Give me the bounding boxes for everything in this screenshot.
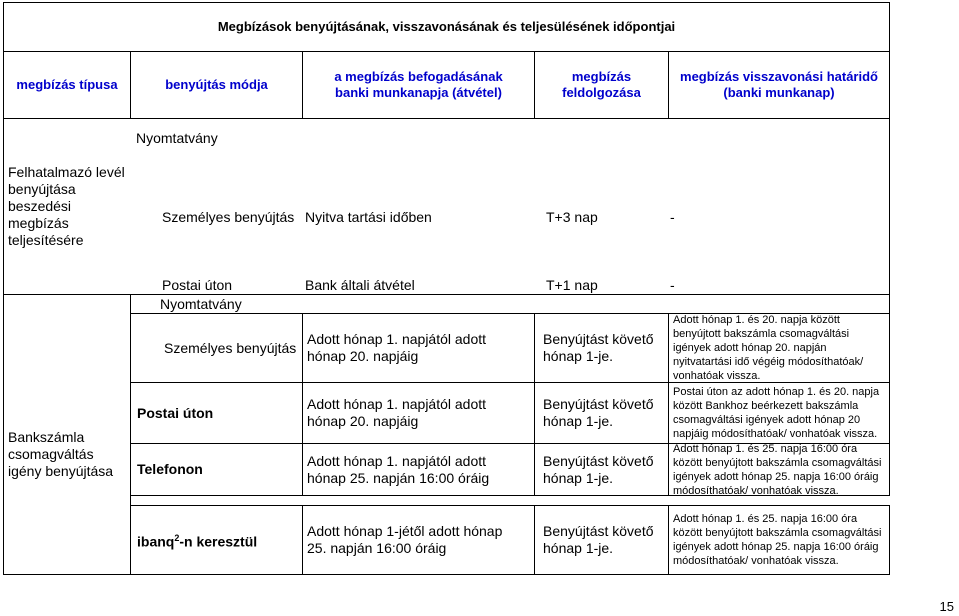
section1-row2-acceptance xyxy=(305,276,505,294)
header-method-text: benyújtás módja xyxy=(165,77,268,92)
section2-ibanq-processing-text: Benyújtást követő hónap 1-je. xyxy=(543,523,654,556)
section2-personal-method xyxy=(130,313,303,383)
header-acceptance-text: a megbízás befogadásának banki munkanapja (átvétel) xyxy=(334,69,503,100)
section2-ibanq-method-text xyxy=(137,530,257,551)
section1-row2-method-text: Postai úton xyxy=(162,276,233,293)
section1-row2-processing-text: T+1 nap xyxy=(546,276,598,293)
header-type xyxy=(3,51,131,119)
section2-personal-method-text: Személyes benyújtás xyxy=(164,339,297,356)
section1-row1-revocation xyxy=(670,207,700,227)
section1-row1-acceptance-text: Nyitva tartási időben xyxy=(305,208,432,225)
section2-personal-processing-text: Benyújtást követő hónap 1-je. xyxy=(543,331,654,364)
section1-row1-acceptance xyxy=(305,207,505,227)
section1-row1-method xyxy=(162,207,302,227)
section2-personal-revocation-text: Adott hónap 1. és 20. napja között benyújtott bakszámla csomagváltási igények adott hónap 20. napján nyitvatartási idő végéig módosíthatóak/ vonhatóak vissza. xyxy=(673,314,864,382)
section2-phone-acceptance xyxy=(302,443,535,496)
section1-row1-processing xyxy=(546,207,646,227)
section2-personal-acceptance-text: Adott hónap 1. napjától adott hónap 20. napjáig xyxy=(307,331,487,364)
header-acceptance xyxy=(302,51,535,119)
header-type-text: megbízás típusa xyxy=(16,77,118,92)
section1-type-label xyxy=(8,165,128,247)
section1-row2-method xyxy=(162,276,302,294)
section1-row1-method-text: Személyes benyújtás xyxy=(162,208,295,225)
section2-ibanq-acceptance xyxy=(302,505,535,575)
ibanq-footnote-mark: 2 xyxy=(174,532,180,543)
section2-personal-revocation xyxy=(668,313,890,383)
section2-type-label xyxy=(3,294,131,575)
section2-ibanq-revocation-text: Adott hónap 1. és 25. napja 16:00 óra között benyújtott bakszámla csomagváltási igények adott hónap 25. napja 16:00 óráig módosíthatóak/ vonhatóak vissza. xyxy=(673,513,882,567)
section2-type-text: Bankszámla csomagváltás igény benyújtása xyxy=(8,429,114,479)
page-title xyxy=(3,2,890,52)
section2-phone-processing-text: Benyújtást követő hónap 1-je. xyxy=(543,452,654,486)
section1-row2-revocation-text: - xyxy=(670,276,675,293)
header-processing-text: megbízás feldolgozása xyxy=(562,69,641,100)
section2-ibanq-method xyxy=(130,505,303,575)
header-processing xyxy=(534,51,669,119)
section2-post-acceptance-text: Adott hónap 1. napjától adott hónap 20. napjáig xyxy=(307,396,487,429)
section1-type-text: Felhatalmazó levél benyújtása beszedési megbízás teljesítésére xyxy=(8,163,125,248)
section2-post-method-text: Postai úton xyxy=(137,404,214,421)
section2-ibanq-processing xyxy=(534,505,669,575)
section2-personal-acceptance xyxy=(302,313,535,383)
section2-post-acceptance xyxy=(302,382,535,444)
section2-ibanq-revocation xyxy=(668,505,890,575)
section1-row2-revocation xyxy=(670,276,700,294)
section2-post-method xyxy=(130,382,303,444)
section2-group-text: Nyomtatvány xyxy=(160,296,242,312)
ibanq-suffix: -n keresztül xyxy=(179,533,258,550)
section2-phone-revocation-text: Adott hónap 1. és 25. napja 16:00 óra között benyújtott bakszámla csomagváltási igények adott hónap 25. napja 16:00 óráig módosíthatóak/ vonhatóak vissza. xyxy=(673,442,882,497)
header-revocation-text: megbízás visszavonási határidő (banki munkanap) xyxy=(680,69,878,100)
page-number: 15 xyxy=(939,599,954,614)
header-method xyxy=(130,51,303,119)
section2-group-label xyxy=(160,295,360,314)
section2-phone-revocation xyxy=(668,443,890,496)
section1-row2-processing xyxy=(546,276,646,294)
section2-post-revocation xyxy=(668,382,890,444)
section1-row2-acceptance-text: Bank általi átvétel xyxy=(305,276,415,293)
section1-group-label xyxy=(136,128,336,148)
header-revocation xyxy=(668,51,890,119)
ibanq-prefix: ibanq xyxy=(137,533,175,550)
section2-phone-method-text: Telefonon xyxy=(137,461,203,477)
section2-post-revocation-text: Postai úton az adott hónap 1. és 20. napja között Bankhoz beérkezett bakszámla csomagváltási igények adott hónap 20 napjáig módosíthatóak/ vonhatóak vissza. xyxy=(673,386,880,440)
section2-ibanq-acceptance-text: Adott hónap 1-jétől adott hónap 25. napján 16:00 óráig xyxy=(307,523,503,556)
section1-row1-processing-text: T+3 nap xyxy=(546,208,598,225)
section2-personal-processing xyxy=(534,313,669,383)
section2-post-processing-text: Benyújtást követő hónap 1-je. xyxy=(543,396,654,429)
section2-post-processing xyxy=(534,382,669,444)
section2-phone-acceptance-text: Adott hónap 1. napjától adott hónap 25. napján 16:00 óráig xyxy=(307,452,490,486)
section1-group-text: Nyomtatvány xyxy=(136,129,218,146)
section2-phone-method xyxy=(130,443,303,496)
section2-phone-processing xyxy=(534,443,669,496)
title-text: Megbízások benyújtásának, visszavonásának és teljesülésének időpontjai xyxy=(217,19,676,34)
section1-row1-revocation-text: - xyxy=(670,208,675,225)
